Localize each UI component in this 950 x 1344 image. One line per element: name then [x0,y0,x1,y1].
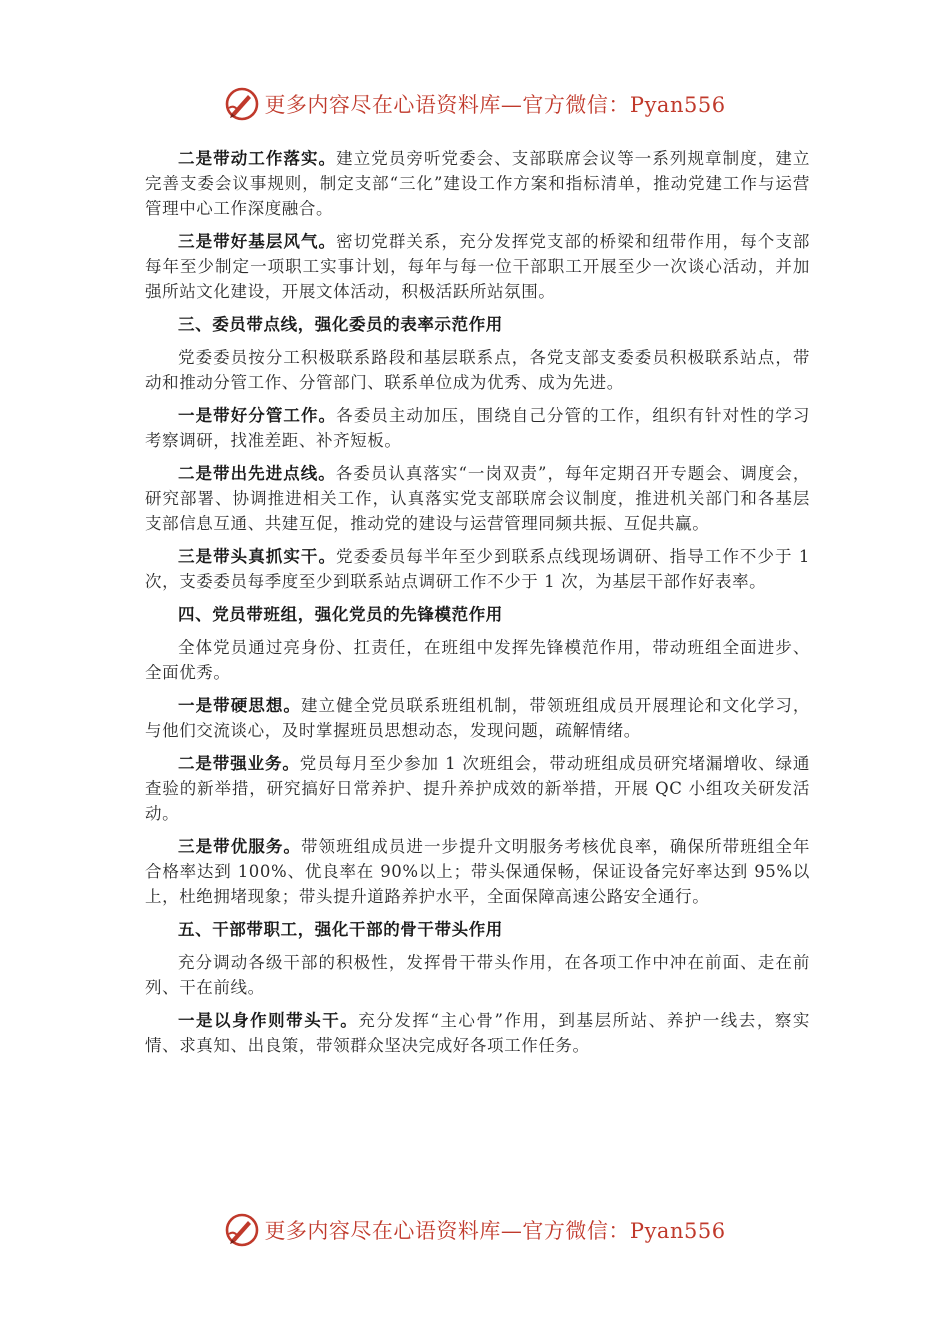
paragraph-lead: 三是带头真抓实干。 [178,547,337,566]
paragraph-text: 各委员主动加压，围绕自己分管的工作，组织有针对性的学习考察调研，找准差距、补齐短板。 [145,406,811,450]
body-paragraph [145,544,810,594]
paragraph-lead: 一是带好分管工作。 [178,406,337,425]
footer-banner [0,1208,950,1252]
pen-logo-icon [224,1212,260,1248]
body-paragraph [145,751,810,826]
paragraph-text: 充分调动各级干部的积极性，发挥骨干带头作用，在各项工作中冲在前面、走在前列、干在前线。 [145,953,810,997]
section-heading: 四、党员带班组，强化党员的先锋模范作用 [178,605,503,624]
section-heading: 五、干部带职工，强化干部的骨干带头作用 [178,920,503,939]
paragraph-lead: 一是以身作则带头干。 [178,1011,359,1030]
body-paragraph [145,693,810,743]
banner-text: 更多内容尽在心语资料库—官方微信：Pyan556 [264,93,726,117]
banner-text: 更多内容尽在心语资料库—官方微信：Pyan556 [264,1219,726,1243]
paragraph-text: 党委委员按分工积极联系路段和基层联系点，各党支部支委委员积极联系站点，带动和推动分管工作、分管部门、联系单位成为优秀、成为先进。 [145,348,810,392]
body-paragraph [145,461,810,536]
paragraph-text: 各委员认真落实“一岗双责”，每年定期召开专题会、调度会，研究部署、协调推进相关工作，认真落实党支部联席会议制度，推进机关部门和各基层支部信息互通、共建互促，推动党的建设与运营管理同频共振、互促共赢。 [145,464,811,533]
paragraph-text: 党委委员每半年至少到联系点线现场调研、指导工作不少于 1 次，支委委员每季度至少到联系站点调研工作不少于 1 次，为基层干部作好表率。 [145,547,810,591]
body-paragraph [145,635,810,685]
paragraph-lead: 三是带好基层风气。 [178,232,337,251]
paragraph-text: 密切党群关系，充分发挥党支部的桥梁和纽带作用，每个支部每年至少制定一项职工实事计划，每年与每一位干部职工开展至少一次谈心活动，并加强所站文化建设，开展文体活动，积极活跃所站氛围。 [145,232,811,301]
paragraph-text: 建立党员旁听党委会、支部联席会议等一系列规章制度，建立完善支委会议事规则，制定支部“三化”建设工作方案和指标清单，推动党建工作与运营管理中心工作深度融合。 [145,149,811,218]
pen-logo-icon [224,86,260,122]
paragraph-lead: 一是带硬思想。 [178,696,301,715]
header-banner [0,82,950,126]
paragraph-text: 全体党员通过亮身份、扛责任，在班组中发挥先锋模范作用，带动班组全面进步、全面优秀。 [145,638,810,682]
paragraph-lead: 三是带优服务。 [178,837,301,856]
paragraph-text: 带领班组成员进一步提升文明服务考核优良率，确保所带班组全年合格率达到 100%、优良率在 90%以上；带头保通保畅，保证设备完好率达到 95%以上，杜绝拥堵现象；带头提升道路养护水平，全面保障高速公路安全通行。 [145,837,810,906]
paragraph-lead: 二是带出先进点线。 [178,464,336,483]
body-paragraph [145,403,810,453]
paragraph-lead: 二是带强业务。 [178,754,300,773]
body-paragraph [145,146,810,221]
body-paragraph [145,229,810,304]
body-paragraph [145,1008,810,1058]
section-heading: 三、委员带点线，强化委员的表率示范作用 [178,315,503,334]
document-body [145,146,810,1066]
paragraph-text: 党员每月至少参加 1 次班组会，带动班组成员研究堵漏增收、绿通查验的新举措，研究搞好日常养护、提升养护成效的新举措，开展 QC 小组攻关研发活动。 [145,754,810,823]
body-paragraph [145,834,810,909]
body-paragraph [145,950,810,1000]
body-paragraph [145,345,810,395]
paragraph-text: 建立健全党员联系班组机制，带领班组成员开展理论和文化学习，与他们交流谈心，及时掌握班员思想动态，发现问题，疏解情绪。 [145,696,810,740]
paragraph-text: 充分发挥“主心骨”作用，到基层所站、养护一线去，察实情、求真知、出良策，带领群众坚决完成好各项工作任务。 [145,1011,810,1055]
paragraph-lead: 二是带动工作落实。 [178,149,337,168]
